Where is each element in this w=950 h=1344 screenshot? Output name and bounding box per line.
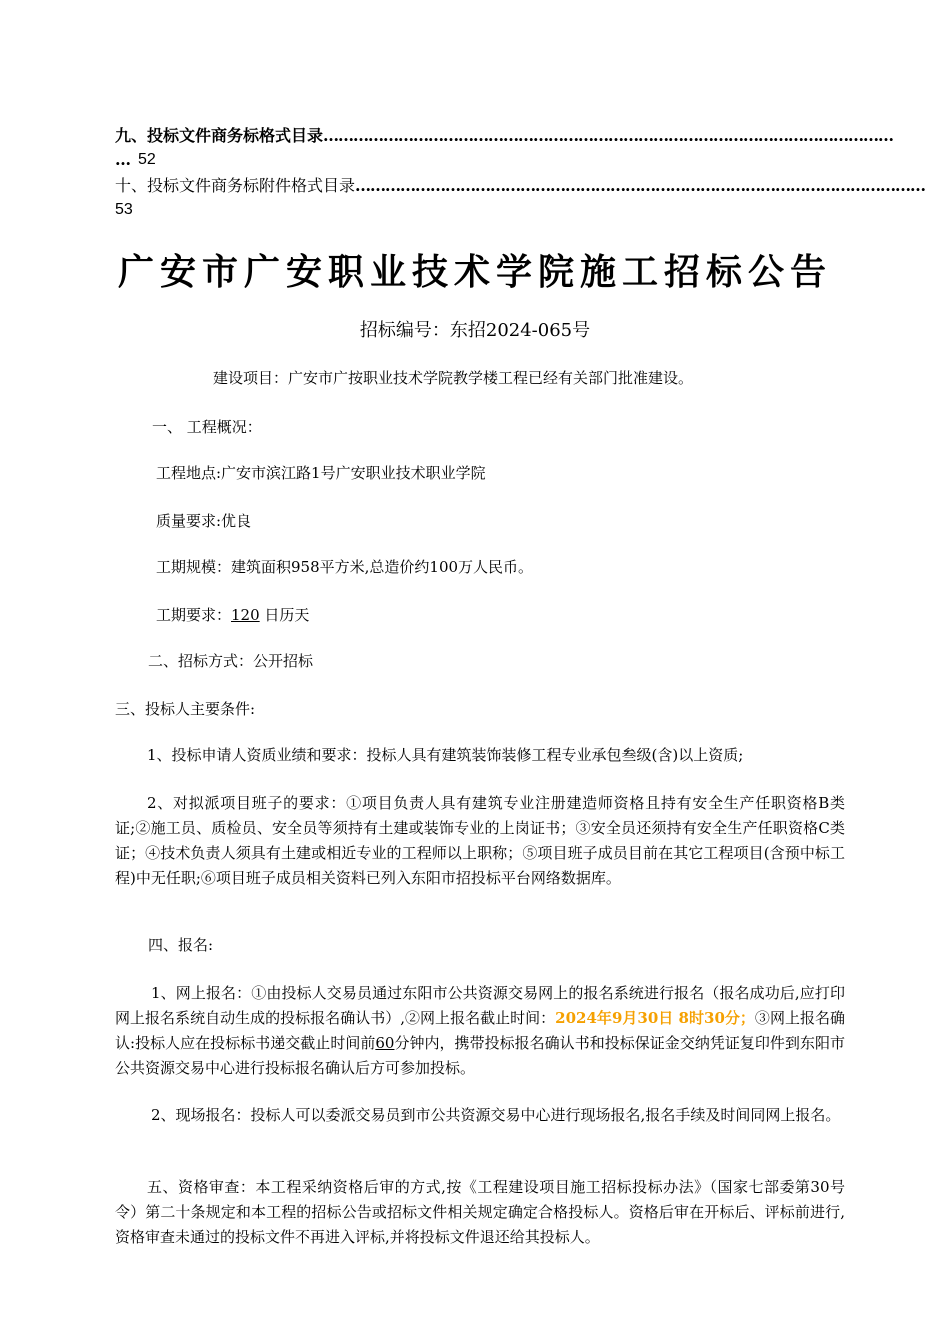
toc-leader-dots: …………………………………………………………………………………………………… — [355, 176, 926, 195]
online-confirmation-tail: 分钟内，携带投标报名确认书和投标保证金交纳凭证复印件到东阳市公共资源交易中心进行投标报名确认后方可参加投标。 — [115, 1034, 845, 1077]
duration-days: 120 — [231, 606, 260, 624]
confirmation-minutes: 60 — [375, 1034, 395, 1052]
registration-deadline: 2024年9月30日 8时30分； — [555, 1009, 755, 1027]
online-registration — [115, 981, 845, 1081]
project-line: 建设项目：广安市广按职业技术学院教学楼工程已经有关部门批准建设。 — [213, 369, 694, 387]
online-confirmation-text: ③网上报名确认:投标人应在投标标书递交截止时间前 — [115, 1009, 846, 1052]
announcement-title: 广安市广安职业技术学院施工招标公告 — [117, 251, 832, 293]
toc-entry-9[interactable] — [115, 124, 894, 172]
duration-label: 工期要求： — [156, 606, 232, 624]
project-scale: 工期规模：建筑面积958平方米,总造价约100万人民币。 — [156, 558, 534, 576]
duration-unit: 日历天 — [259, 606, 310, 624]
toc-page-number: 53 — [115, 201, 133, 218]
section-2-heading: 二、招标方式：公开招标 — [148, 652, 314, 670]
project-duration — [156, 603, 309, 627]
quality-requirement: 质量要求:优良 — [156, 512, 252, 530]
onsite-registration: 2、现场报名：投标人可以委派交易员到市公共资源交易中心进行现场报名,报名手续及时间同网上报名。 — [151, 1106, 841, 1124]
team-requirements: 2、对拟派项目班子的要求：①项目负责人具有建筑专业注册建造师资格且持有安全生产任职资格B类证;②施工员、质检员、安全员等须持有土建或装饰专业的上岗证书；③安全员还须持有安全生产任职资格C类证；④技术负责人须具有土建或相近专业的工程师以上职称；⑤项目班子成员目前在其它工程项目(含预中标工程)中无任职;⑥项目班子成员相关资料已列入东阳市招投标平台网络数据库。 — [115, 794, 845, 887]
online-registration-text: 1、网上报名：①由投标人交易员通过东阳市公共资源交易网上的报名系统进行报名（报名成功后,应打印网上报名系统自动生成的投标报名确认书）,②网上报名截止时间： — [115, 984, 845, 1027]
bidder-qualification: 1、投标申请人资质业绩和要求：投标人具有建筑装饰装修工程专业承包叁级(含)以上资质; — [147, 746, 744, 764]
toc-page-number: 52 — [138, 151, 156, 168]
toc-entry-10[interactable] — [115, 174, 926, 222]
project-location: 工程地点:广安市滨江路1号广安职业技术职业学院 — [156, 464, 486, 482]
toc-entry-label: 十、投标文件商务标附件格式目录 — [115, 176, 356, 195]
bid-number: 招标编号：东招2024-065号 — [359, 320, 591, 341]
toc-leader-dots-cont: … — [115, 150, 130, 169]
section-4-heading: 四、报名: — [148, 936, 214, 954]
section-1-heading: 一、 工程概况： — [152, 418, 262, 436]
toc-leader-dots: …………………………………………………………………………………………………… — [323, 126, 894, 145]
qualification-review: 五、资格审查：本工程采纳资格后审的方式,按《工程建设项目施工招标投标办法》（国家七部委第30号令）第二十条规定和本工程的招标公告或招标文件相关规定确定合格投标人。资格后审在开标后、评标前进行,资格审查未通过的投标文件不再进入评标,并将投标文件退还给其投标人。 — [115, 1178, 845, 1246]
toc-entry-label: 九、投标文件商务标格式目录 — [115, 126, 324, 145]
section-3-heading: 三、投标人主要条件: — [115, 700, 256, 718]
